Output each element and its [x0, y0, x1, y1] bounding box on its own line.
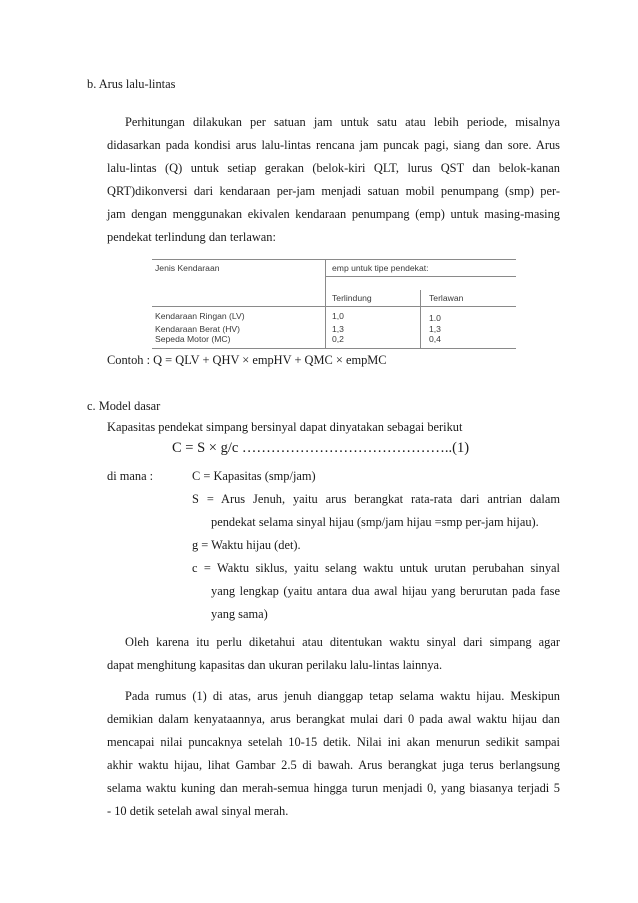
para-b-line-5: jam dengan menggunakan ekivalen kendaraan penumpang (emp) untuk masing-masing	[107, 207, 560, 221]
table-header-jenis: Jenis Kendaraan	[152, 260, 326, 277]
para-c3-line-1: Pada rumus (1) di atas, arus jenuh dianggap tetap selama waktu hijau. Meskipun	[125, 689, 560, 703]
para-c3-line-6: - 10 detik setelah awal sinyal merah.	[107, 804, 289, 818]
table-row-jenis: Kendaraan Ringan (LV)	[152, 307, 326, 324]
table-row-jenis: Sepeda Motor (MC)	[152, 334, 326, 348]
para-b-line-6: pendekat terlindung dan terlawan:	[107, 230, 276, 244]
table-cell-terlindung: 1,0	[326, 307, 421, 324]
section-c-intro: Kapasitas pendekat simpang bersinyal dapat dinyatakan sebagai berikut	[107, 420, 463, 434]
para-b-line-2: didasarkan pada kondisi arus lalu-lintas rencana jam puncak pagi, siang dan sore. Arus	[107, 138, 560, 152]
def-c-capacity: C = Kapasitas (smp/jam)	[192, 469, 316, 483]
table-cell-terlawan: 0,4	[429, 334, 441, 344]
table-cell-terlindung: 0,2	[326, 334, 421, 348]
capacity-formula: C = S × g/c ……………………………………..(1)	[172, 440, 470, 456]
di-mana-label: di mana :	[107, 469, 154, 483]
para-c3-line-5: selama waktu kuning dan merah-semua hingga turun menjadi 0, yang biasanya terjadi 5	[107, 781, 560, 795]
table-cell-terlawan: 1,3	[429, 323, 441, 334]
table-header-emp: emp untuk tipe pendekat:	[332, 263, 429, 273]
para-c2-line-2: dapat menghitung kapasitas dan ukuran perilaku lalu-lintas lainnya.	[107, 658, 443, 672]
table-row-jenis: Kendaraan Berat (HV)	[152, 324, 326, 335]
def-cycle-line-1: c = Waktu siklus, yaitu selang waktu untuk urutan perubahan sinyal	[192, 561, 560, 575]
def-cycle-line-2: yang lengkap (yaitu antara dua awal hijau yang berurutan pada fase	[211, 584, 560, 598]
def-g: g = Waktu hijau (det).	[192, 538, 301, 552]
contoh-formula: Contoh : Q = QLV + QHV × empHV + QMC × empMC	[107, 353, 387, 367]
para-b-line-4: QRT)dikonversi dari kendaraan per-jam menjadi satuan mobil penumpang (smp) per-	[107, 184, 560, 198]
emp-table	[152, 259, 516, 349]
para-b-line-3: lalu-lintas (Q) untuk setiap gerakan (belok-kiri QLT, lurus QST dan belok-kanan	[107, 161, 560, 175]
para-c3-line-4: akhir waktu hijau, lihat Gambar 2.5 di bawah. Arus berangkat juga terus berlangsung	[107, 758, 560, 772]
para-b-line-1: Perhitungan dilakukan per satuan jam untuk satu atau lebih periode, misalnya	[125, 115, 560, 129]
def-s-line-1: S = Arus Jenuh, yaitu arus berangkat rata-rata dari antrian dalam	[192, 492, 560, 506]
def-s-line-2: pendekat selama sinyal hijau (smp/jam hijau =smp per-jam hijau).	[211, 515, 539, 529]
para-c2-line-1: Oleh karena itu perlu diketahui atau ditentukan waktu sinyal dari simpang agar	[125, 635, 560, 649]
para-c3-line-3: mencapai nilai puncaknya setelah 10-15 detik. Nilai ini akan menurun sedikit sampai	[107, 735, 560, 749]
table-cell-terlindung: 1,3	[326, 324, 421, 335]
table-sub-terlindung: Terlindung	[326, 290, 421, 307]
section-c-heading: c. Model dasar	[87, 399, 161, 413]
para-c3-line-2: demikian dalam kenyataannya, arus berangkat mulai dari 0 pada awal waktu hijau dan	[107, 712, 560, 726]
table-cell-terlawan: 1.0	[429, 313, 441, 323]
section-b-heading: b. Arus lalu-lintas	[87, 77, 176, 91]
table-sub-terlawan: Terlawan	[429, 292, 464, 303]
def-cycle-line-3: yang sama)	[211, 607, 268, 621]
